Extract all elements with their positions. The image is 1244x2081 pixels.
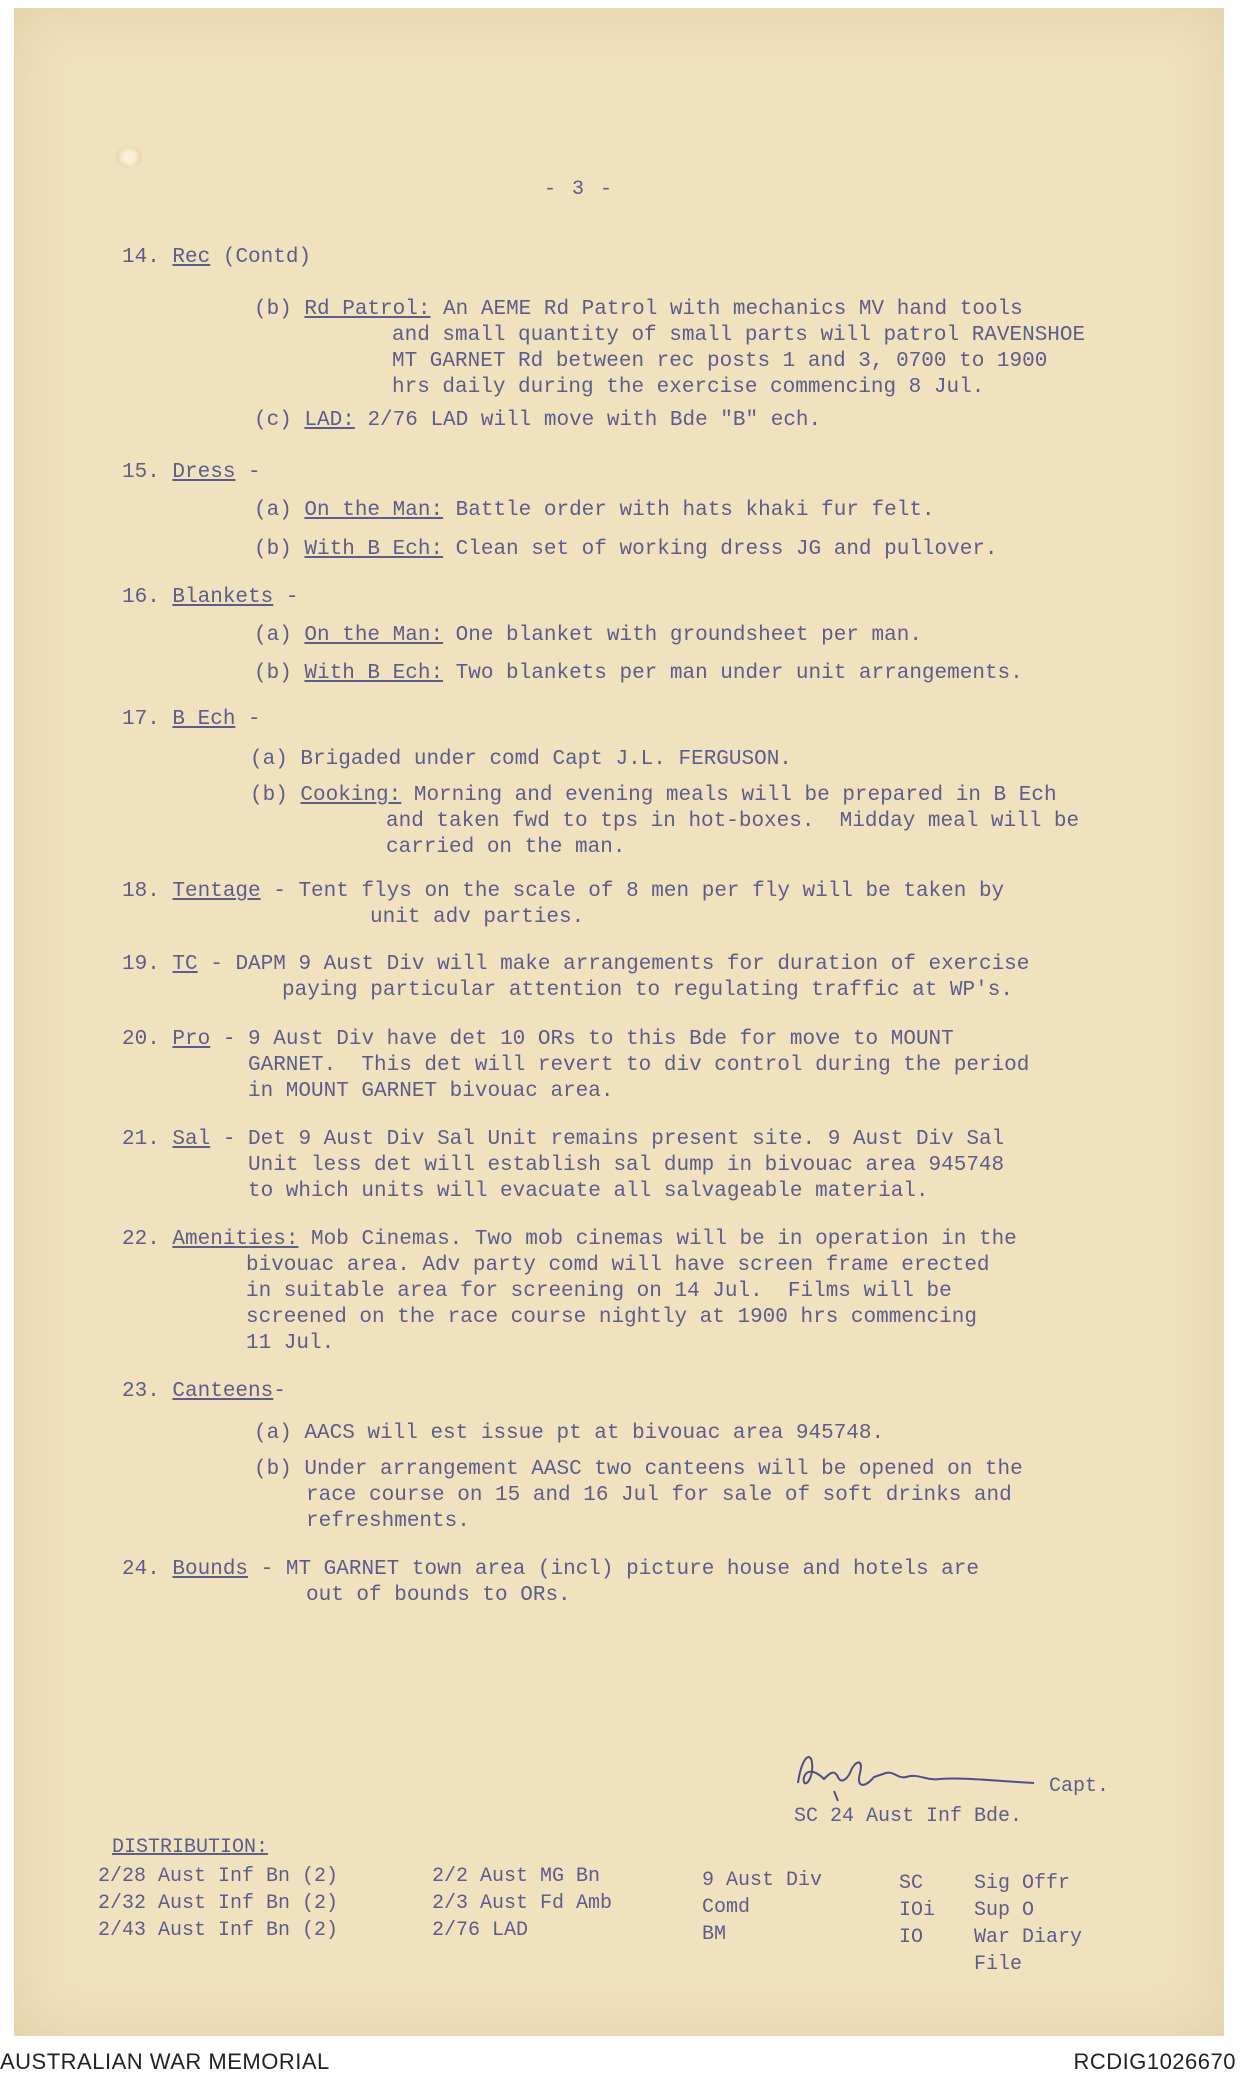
footer-record-id: RCDIG1026670	[1073, 2049, 1236, 2074]
punch-hole	[116, 146, 142, 168]
distribution-heading: DISTRIBUTION:	[112, 1836, 269, 1859]
section-15: 15. Dress -	[122, 461, 261, 484]
text-line: 11 Jul.	[246, 1332, 335, 1355]
text-line: to which units will evacuate all salvageable material.	[248, 1180, 929, 1203]
subsection-23a: (a) AACS will est issue pt at bivouac area 945748.	[254, 1422, 885, 1445]
text-line: carried on the man.	[386, 836, 626, 859]
text-line: paying particular attention to regulating traffic at WP's.	[282, 979, 1013, 1002]
subsection-17b: (b) Cooking: Morning and evening meals will be prepared in B Ech	[250, 784, 1057, 807]
text-line: in MOUNT GARNET bivouac area.	[248, 1080, 614, 1103]
section-22: 22. Amenities: Mob Cinemas. Two mob cinemas will be in operation in the	[122, 1228, 1017, 1251]
text-line: in suitable area for screening on 14 Jul. Films will be	[246, 1280, 952, 1303]
text-line: out of bounds to ORs.	[306, 1584, 571, 1607]
subsection-14c: (c) LAD: 2/76 LAD will move with Bde "B" ech.	[254, 409, 822, 432]
subsection-23b: (b) Under arrangement AASC two canteens will be opened on the	[254, 1458, 1023, 1481]
signature-title: SC 24 Aust Inf Bde.	[794, 1805, 1023, 1828]
text-line: hrs daily during the exercise commencing 8 Jul.	[392, 376, 985, 399]
text-line: and small quantity of small parts will patrol RAVENSHOE	[392, 324, 1086, 347]
text-line: and taken fwd to tps in hot-boxes. Midday meal will be	[386, 810, 1080, 833]
section-24: 24. Bounds - MT GARNET town area (incl) picture house and hotels are	[122, 1558, 979, 1581]
text-line: Unit less det will establish sal dump in bivouac area 945748	[248, 1154, 1005, 1177]
text-line: GARNET. This det will revert to div control during the period	[248, 1054, 1030, 1077]
distribution-col-1: 2/28 Aust Inf Bn (2) 2/32 Aust Inf Bn (2) 2/43 Aust Inf Bn (2)	[98, 1865, 339, 1942]
section-14: 14. Rec (Contd)	[122, 246, 312, 269]
text-line: MT GARNET Rd between rec posts 1 and 3, 0700 to 1900	[392, 350, 1048, 373]
distribution-col-3: 9 Aust Div Comd BM	[702, 1869, 823, 1946]
document-page	[14, 8, 1224, 2036]
section-23: 23. Canteens-	[122, 1380, 286, 1403]
section-17: 17. B Ech -	[122, 708, 261, 731]
subsection-16b: (b) With B Ech: Two blankets per man under unit arrangements.	[254, 662, 1023, 685]
text-line: bivouac area. Adv party comd will have screen frame erected	[246, 1254, 990, 1277]
section-19: 19. TC - DAPM 9 Aust Div will make arrangements for duration of exercise	[122, 953, 1030, 976]
subsection-16a: (a) On the Man: One blanket with groundsheet per man.	[254, 624, 922, 647]
section-heading: Rec	[172, 246, 211, 269]
distribution-col-4: SC IOi IO	[899, 1872, 936, 1949]
distribution-col-2: 2/2 Aust MG Bn 2/3 Aust Fd Amb 2/76 LAD	[432, 1865, 613, 1942]
subsection-15a: (a) On the Man: Battle order with hats khaki fur felt.	[254, 499, 935, 522]
subsection-14b: (b) Rd Patrol: An AEME Rd Patrol with mechanics MV hand tools	[254, 298, 1023, 321]
subsection-17a: (a) Brigaded under comd Capt J.L. FERGUSON.	[250, 748, 792, 771]
text-line: unit adv parties.	[370, 906, 585, 929]
section-number: 14.	[122, 246, 160, 269]
distribution-col-5: Sig Offr Sup O War Diary File	[974, 1872, 1083, 1976]
signature-block	[789, 1743, 1139, 1833]
page-number: - 3 -	[544, 178, 615, 201]
handwritten-signature	[794, 1743, 1054, 1803]
text-line: screened on the race course nightly at 1900 hrs commencing	[246, 1306, 977, 1329]
subsection-15b: (b) With B Ech: Clean set of working dress JG and pullover.	[254, 538, 998, 561]
section-16: 16. Blankets -	[122, 586, 299, 609]
footer-institution: AUSTRALIAN WAR MEMORIAL	[0, 2049, 330, 2074]
text-line: race course on 15 and 16 Jul for sale of soft drinks and	[306, 1484, 1012, 1507]
signature-rank: Capt.	[1049, 1775, 1110, 1798]
section-21: 21. Sal - Det 9 Aust Div Sal Unit remains present site. 9 Aust Div Sal	[122, 1128, 1005, 1151]
text-line: refreshments.	[306, 1510, 470, 1533]
section-18: 18. Tentage - Tent flys on the scale of 8 men per fly will be taken by	[122, 880, 1005, 903]
section-20: 20. Pro - 9 Aust Div have det 10 ORs to this Bde for move to MOUNT	[122, 1028, 954, 1051]
